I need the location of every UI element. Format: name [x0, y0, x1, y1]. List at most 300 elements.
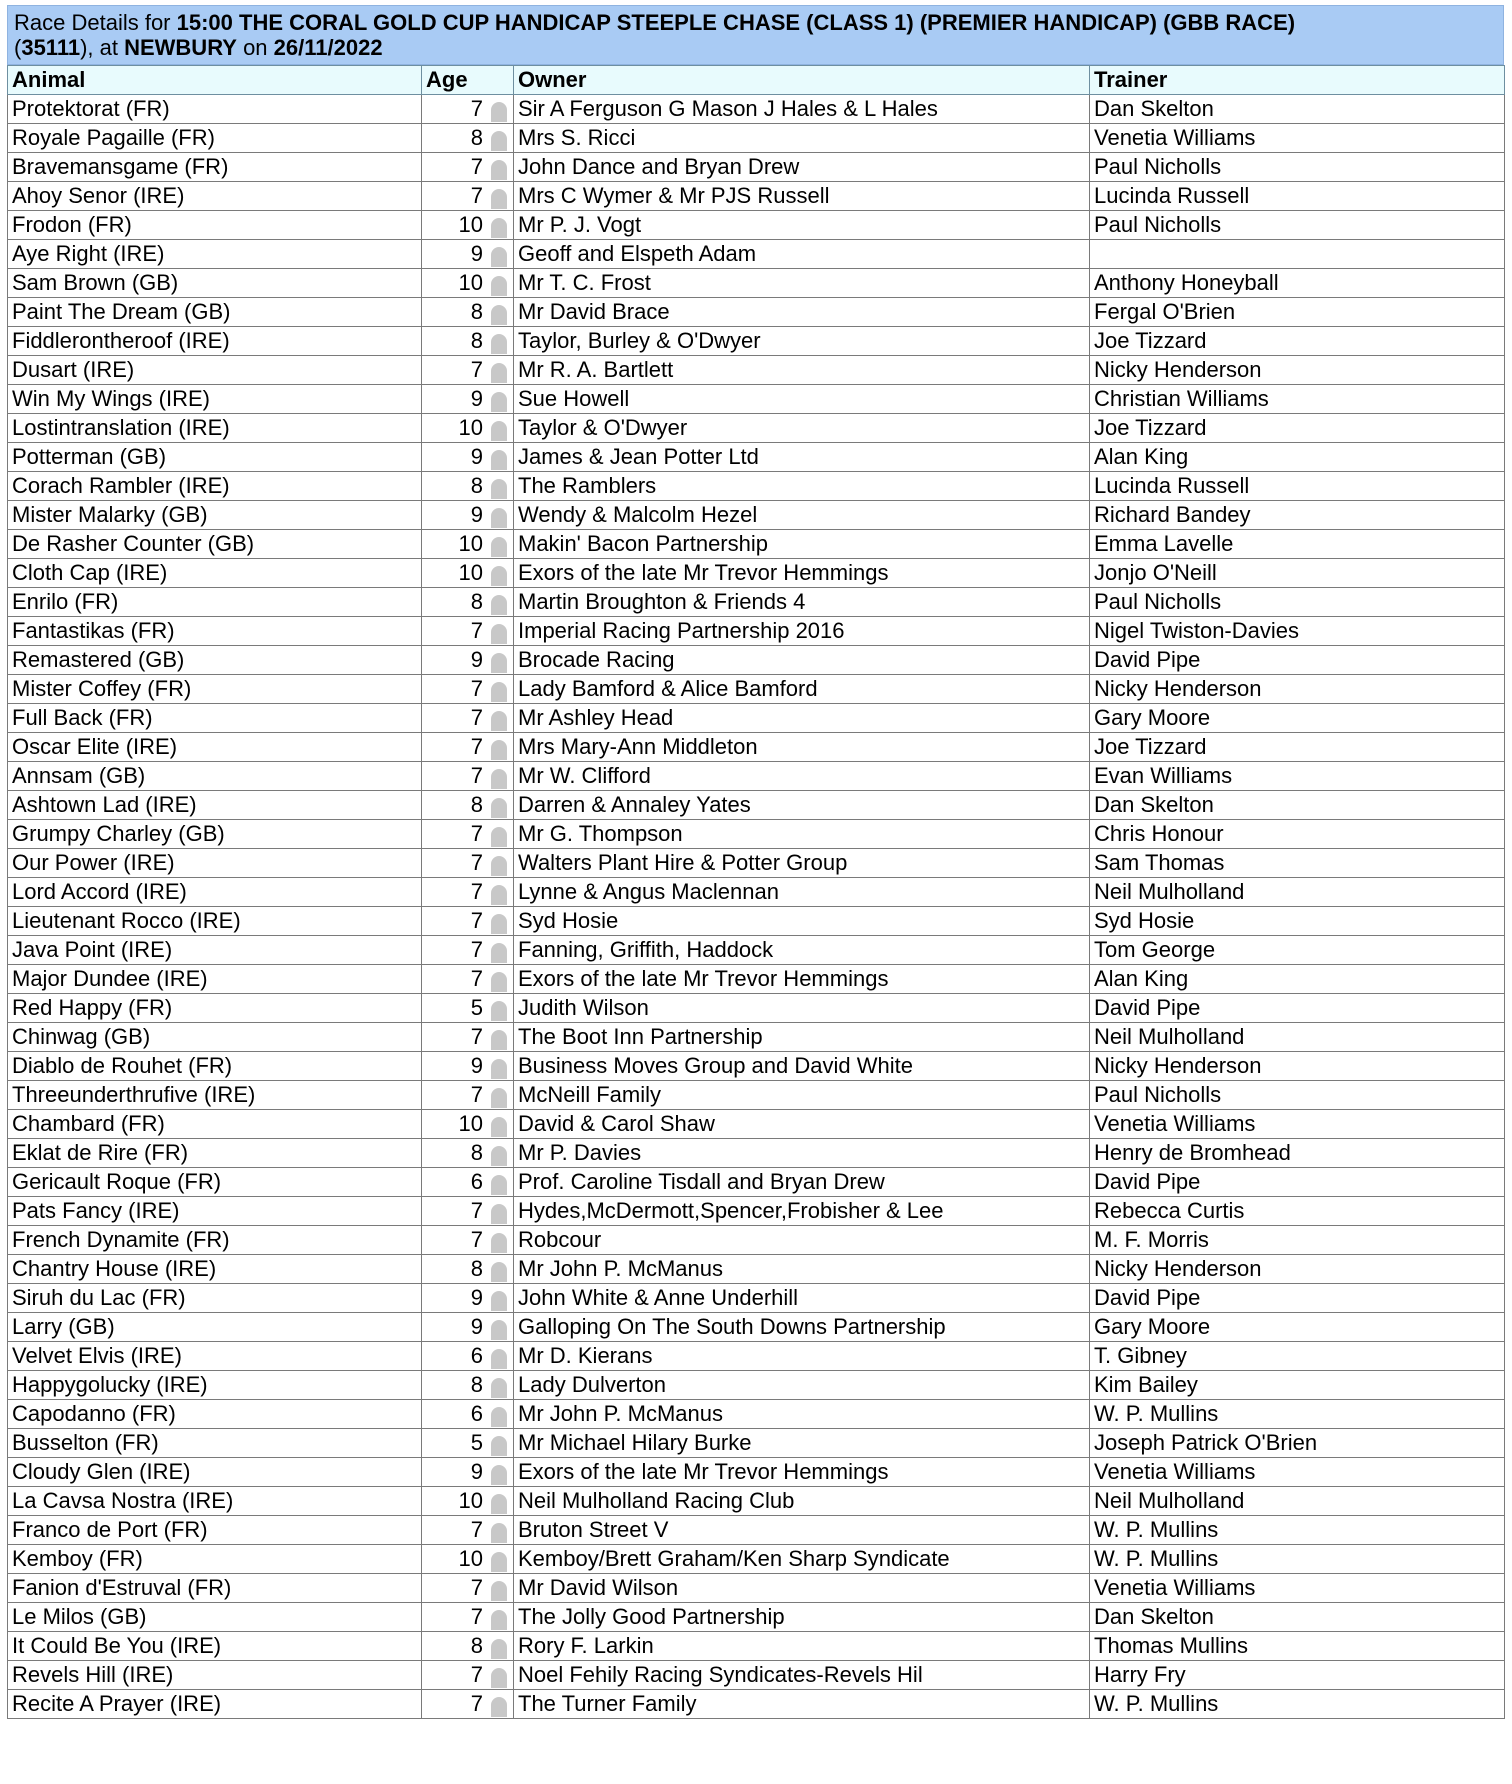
cell-owner: John White & Anne Underhill	[514, 1284, 1090, 1313]
cell-animal[interactable]: Aye Right (IRE)	[8, 240, 422, 269]
table-row	[8, 327, 1505, 356]
cell-age	[422, 1052, 514, 1081]
cell-age	[422, 762, 514, 791]
column-resize-handle-icon[interactable]	[491, 711, 507, 731]
table-row	[8, 269, 1505, 298]
cell-trainer: Fergal O'Brien	[1090, 298, 1505, 327]
cell-owner: Robcour	[514, 1226, 1090, 1255]
table-body	[8, 95, 1505, 1719]
table-row	[8, 472, 1505, 501]
cell-trainer: Gary Moore	[1090, 1313, 1505, 1342]
column-resize-handle-icon[interactable]	[491, 305, 507, 325]
cell-trainer: David Pipe	[1090, 1168, 1505, 1197]
column-resize-handle-icon[interactable]	[491, 1262, 507, 1282]
cell-age	[422, 675, 514, 704]
cell-age	[422, 182, 514, 211]
cell-trainer: W. P. Mullins	[1090, 1400, 1505, 1429]
cell-trainer: Dan Skelton	[1090, 1603, 1505, 1632]
cell-age	[422, 124, 514, 153]
cell-animal[interactable]: Threeunderthrufive (IRE)	[8, 1081, 422, 1110]
age-value: 7	[470, 1227, 483, 1252]
column-resize-handle-icon[interactable]	[491, 1175, 507, 1195]
cell-owner: Mr D. Kierans	[514, 1342, 1090, 1371]
table-row	[8, 211, 1505, 240]
cell-animal[interactable]: Siruh du Lac (FR)	[8, 1284, 422, 1313]
cell-trainer: Kim Bailey	[1090, 1371, 1505, 1400]
column-resize-handle-icon[interactable]	[491, 1291, 507, 1311]
cell-age	[422, 414, 514, 443]
cell-owner: Geoff and Elspeth Adam	[514, 240, 1090, 269]
age-value: 9	[470, 1459, 483, 1484]
column-resize-handle-icon[interactable]	[491, 1697, 507, 1717]
table-row	[8, 414, 1505, 443]
cell-animal[interactable]: Gericault Roque (FR)	[8, 1168, 422, 1197]
cell-trainer: Joe Tizzard	[1090, 327, 1505, 356]
cell-animal[interactable]: Le Milos (GB)	[8, 1603, 422, 1632]
table-row	[8, 385, 1505, 414]
column-resize-handle-icon[interactable]	[491, 421, 507, 441]
cell-animal[interactable]: Grumpy Charley (GB)	[8, 820, 422, 849]
cell-age	[422, 559, 514, 588]
column-resize-handle-icon[interactable]	[491, 1204, 507, 1224]
table-row	[8, 878, 1505, 907]
column-resize-handle-icon[interactable]	[491, 218, 507, 238]
cell-animal[interactable]: Enrilo (FR)	[8, 588, 422, 617]
column-resize-handle-icon[interactable]	[491, 653, 507, 673]
column-resize-handle-icon[interactable]	[491, 624, 507, 644]
cell-animal[interactable]: Revels Hill (IRE)	[8, 1661, 422, 1690]
age-value: 7	[470, 96, 483, 121]
cell-age	[422, 1545, 514, 1574]
cell-owner: Makin' Bacon Partnership	[514, 530, 1090, 559]
table-row	[8, 965, 1505, 994]
column-resize-handle-icon[interactable]	[491, 247, 507, 267]
cell-age	[422, 1284, 514, 1313]
column-resize-handle-icon[interactable]	[491, 1001, 507, 1021]
cell-age	[422, 501, 514, 530]
cell-owner: The Boot Inn Partnership	[514, 1023, 1090, 1052]
cell-age	[422, 1632, 514, 1661]
cell-animal[interactable]: Recite A Prayer (IRE)	[8, 1690, 422, 1719]
table-row	[8, 530, 1505, 559]
table-row	[8, 907, 1505, 936]
cell-animal[interactable]: Chambard (FR)	[8, 1110, 422, 1139]
cell-owner: Mr David Wilson	[514, 1574, 1090, 1603]
cell-animal[interactable]: Remastered (GB)	[8, 646, 422, 675]
age-value: 7	[470, 154, 483, 179]
cell-animal[interactable]: Cloth Cap (IRE)	[8, 559, 422, 588]
age-value: 5	[470, 1430, 483, 1455]
age-value: 8	[470, 1140, 483, 1165]
cell-age	[422, 1458, 514, 1487]
cell-animal[interactable]: Red Happy (FR)	[8, 994, 422, 1023]
cell-animal[interactable]: Lord Accord (IRE)	[8, 878, 422, 907]
cell-animal[interactable]: Royale Pagaille (FR)	[8, 124, 422, 153]
column-resize-handle-icon[interactable]	[491, 189, 507, 209]
column-resize-handle-icon[interactable]	[491, 1639, 507, 1659]
cell-age	[422, 588, 514, 617]
age-value: 8	[470, 473, 483, 498]
cell-age	[422, 1516, 514, 1545]
cell-animal[interactable]: Mister Malarky (GB)	[8, 501, 422, 530]
cell-owner: Mrs Mary-Ann Middleton	[514, 733, 1090, 762]
cell-age	[422, 530, 514, 559]
column-resize-handle-icon[interactable]	[491, 1117, 507, 1137]
cell-trainer: Nicky Henderson	[1090, 356, 1505, 385]
cell-age	[422, 472, 514, 501]
cell-owner: Mr Ashley Head	[514, 704, 1090, 733]
cell-animal[interactable]: Busselton (FR)	[8, 1429, 422, 1458]
cell-owner: Exors of the late Mr Trevor Hemmings	[514, 1458, 1090, 1487]
column-resize-handle-icon[interactable]	[491, 914, 507, 934]
cell-trainer: Paul Nicholls	[1090, 153, 1505, 182]
column-resize-handle-icon[interactable]	[491, 537, 507, 557]
cell-animal[interactable]: It Could Be You (IRE)	[8, 1632, 422, 1661]
cell-animal[interactable]: Potterman (GB)	[8, 443, 422, 472]
cell-trainer: Nicky Henderson	[1090, 1255, 1505, 1284]
age-value: 7	[470, 1517, 483, 1542]
cell-animal[interactable]: Paint The Dream (GB)	[8, 298, 422, 327]
cell-owner: Sue Howell	[514, 385, 1090, 414]
cell-age	[422, 211, 514, 240]
cell-age	[422, 1023, 514, 1052]
cell-owner: Exors of the late Mr Trevor Hemmings	[514, 965, 1090, 994]
column-resize-handle-icon[interactable]	[491, 276, 507, 296]
cell-trainer: Sam Thomas	[1090, 849, 1505, 878]
cell-trainer: Nigel Twiston-Davies	[1090, 617, 1505, 646]
cell-animal[interactable]: Dusart (IRE)	[8, 356, 422, 385]
cell-age	[422, 704, 514, 733]
cell-animal[interactable]: Cloudy Glen (IRE)	[8, 1458, 422, 1487]
cell-trainer: Alan King	[1090, 443, 1505, 472]
column-resize-handle-icon[interactable]	[491, 1030, 507, 1050]
column-resize-handle-icon[interactable]	[491, 943, 507, 963]
cell-owner: The Jolly Good Partnership	[514, 1603, 1090, 1632]
cell-owner: Wendy & Malcolm Hezel	[514, 501, 1090, 530]
cell-animal[interactable]: Larry (GB)	[8, 1313, 422, 1342]
cell-animal[interactable]: French Dynamite (FR)	[8, 1226, 422, 1255]
cell-trainer: T. Gibney	[1090, 1342, 1505, 1371]
column-resize-handle-icon[interactable]	[491, 827, 507, 847]
cell-animal[interactable]: Win My Wings (IRE)	[8, 385, 422, 414]
cell-trainer: Lucinda Russell	[1090, 182, 1505, 211]
caption-prefix: Race Details for	[14, 10, 177, 35]
age-value: 9	[470, 1053, 483, 1078]
age-value: 7	[470, 763, 483, 788]
cell-owner: Mr T. C. Frost	[514, 269, 1090, 298]
column-resize-handle-icon[interactable]	[491, 1320, 507, 1340]
cell-age	[422, 1139, 514, 1168]
cell-animal[interactable]: Chantry House (IRE)	[8, 1255, 422, 1284]
column-resize-handle-icon[interactable]	[491, 1233, 507, 1253]
cell-animal[interactable]: Ahoy Senor (IRE)	[8, 182, 422, 211]
column-resize-handle-icon[interactable]	[491, 1088, 507, 1108]
cell-trainer: Anthony Honeyball	[1090, 269, 1505, 298]
column-resize-handle-icon[interactable]	[491, 566, 507, 586]
cell-age	[422, 153, 514, 182]
column-resize-handle-icon[interactable]	[491, 740, 507, 760]
table-row	[8, 1139, 1505, 1168]
table-row	[8, 1226, 1505, 1255]
cell-animal[interactable]: Fanion d'Estruval (FR)	[8, 1574, 422, 1603]
cell-trainer: Paul Nicholls	[1090, 211, 1505, 240]
column-resize-handle-icon[interactable]	[491, 102, 507, 122]
table-row	[8, 646, 1505, 675]
age-value: 7	[470, 1082, 483, 1107]
table-row	[8, 1255, 1505, 1284]
cell-owner: Mr G. Thompson	[514, 820, 1090, 849]
cell-owner: Mr P. Davies	[514, 1139, 1090, 1168]
cell-trainer: Venetia Williams	[1090, 124, 1505, 153]
caption-open-paren: (	[14, 35, 22, 60]
cell-animal[interactable]: Franco de Port (FR)	[8, 1516, 422, 1545]
column-resize-handle-icon[interactable]	[491, 1059, 507, 1079]
cell-trainer: Harry Fry	[1090, 1661, 1505, 1690]
cell-trainer: Joseph Patrick O'Brien	[1090, 1429, 1505, 1458]
cell-trainer: M. F. Morris	[1090, 1226, 1505, 1255]
age-value: 8	[470, 1633, 483, 1658]
table-row	[8, 124, 1505, 153]
table-row	[8, 1342, 1505, 1371]
table-row	[8, 559, 1505, 588]
cell-age	[422, 965, 514, 994]
age-value: 10	[458, 212, 483, 237]
cell-trainer: Venetia Williams	[1090, 1110, 1505, 1139]
table-row	[8, 153, 1505, 182]
cell-trainer: Neil Mulholland	[1090, 1487, 1505, 1516]
cell-animal[interactable]: Protektorat (FR)	[8, 95, 422, 124]
race-caption	[7, 5, 1504, 65]
cell-trainer: Thomas Mullins	[1090, 1632, 1505, 1661]
cell-owner: Mr P. J. Vogt	[514, 211, 1090, 240]
cell-owner: Bruton Street V	[514, 1516, 1090, 1545]
age-value: 9	[470, 647, 483, 672]
table-row	[8, 617, 1505, 646]
cell-animal[interactable]: De Rasher Counter (GB)	[8, 530, 422, 559]
cell-age	[422, 385, 514, 414]
race-date: 26/11/2022	[273, 35, 383, 60]
table-row	[8, 1632, 1505, 1661]
table-row	[8, 994, 1505, 1023]
cell-animal[interactable]: Capodanno (FR)	[8, 1400, 422, 1429]
column-resize-handle-icon[interactable]	[491, 595, 507, 615]
cell-age	[422, 1371, 514, 1400]
cell-trainer: Paul Nicholls	[1090, 588, 1505, 617]
cell-age	[422, 1342, 514, 1371]
header-age[interactable]: Age	[422, 66, 514, 95]
cell-owner: John Dance and Bryan Drew	[514, 153, 1090, 182]
age-value: 9	[470, 502, 483, 527]
age-value: 8	[470, 1256, 483, 1281]
age-value: 8	[470, 299, 483, 324]
table-row	[8, 1545, 1505, 1574]
age-value: 5	[470, 995, 483, 1020]
column-resize-handle-icon[interactable]	[491, 1349, 507, 1369]
cell-animal[interactable]: Mister Coffey (FR)	[8, 675, 422, 704]
column-resize-handle-icon[interactable]	[491, 1552, 507, 1572]
column-resize-handle-icon[interactable]	[491, 508, 507, 528]
column-resize-handle-icon[interactable]	[491, 1610, 507, 1630]
cell-trainer: Chris Honour	[1090, 820, 1505, 849]
age-value: 7	[470, 821, 483, 846]
cell-owner: Martin Broughton & Friends 4	[514, 588, 1090, 617]
table-row	[8, 1371, 1505, 1400]
cell-age	[422, 1661, 514, 1690]
cell-trainer: Joe Tizzard	[1090, 733, 1505, 762]
cell-animal[interactable]: Diablo de Rouhet (FR)	[8, 1052, 422, 1081]
cell-trainer: Joe Tizzard	[1090, 414, 1505, 443]
cell-owner: The Turner Family	[514, 1690, 1090, 1719]
age-value: 7	[470, 966, 483, 991]
cell-animal[interactable]: Velvet Elvis (IRE)	[8, 1342, 422, 1371]
cell-age	[422, 733, 514, 762]
column-resize-handle-icon[interactable]	[491, 972, 507, 992]
cell-animal[interactable]: Oscar Elite (IRE)	[8, 733, 422, 762]
column-resize-handle-icon[interactable]	[491, 1407, 507, 1427]
table-row	[8, 1168, 1505, 1197]
age-value: 6	[470, 1401, 483, 1426]
cell-trainer: Neil Mulholland	[1090, 1023, 1505, 1052]
cell-age	[422, 1603, 514, 1632]
cell-age	[422, 994, 514, 1023]
age-value: 7	[470, 908, 483, 933]
age-value: 9	[470, 444, 483, 469]
runners-table	[7, 65, 1505, 1719]
age-value: 7	[470, 734, 483, 759]
cell-trainer: Rebecca Curtis	[1090, 1197, 1505, 1226]
column-resize-handle-icon[interactable]	[491, 363, 507, 383]
age-value: 7	[470, 1662, 483, 1687]
cell-owner: Mr John P. McManus	[514, 1255, 1090, 1284]
cell-animal[interactable]: Annsam (GB)	[8, 762, 422, 791]
cell-age	[422, 849, 514, 878]
cell-animal[interactable]: Eklat de Rire (FR)	[8, 1139, 422, 1168]
column-resize-handle-icon[interactable]	[491, 682, 507, 702]
table-row	[8, 443, 1505, 472]
header-owner[interactable]: Owner	[514, 66, 1090, 95]
cell-age	[422, 298, 514, 327]
cell-owner: Fanning, Griffith, Haddock	[514, 936, 1090, 965]
cell-age	[422, 356, 514, 385]
age-value: 7	[470, 357, 483, 382]
column-resize-handle-icon[interactable]	[491, 1494, 507, 1514]
cell-owner: Neil Mulholland Racing Club	[514, 1487, 1090, 1516]
header-animal[interactable]: Animal	[8, 66, 422, 95]
table-row	[8, 1661, 1505, 1690]
column-resize-handle-icon[interactable]	[491, 392, 507, 412]
age-value: 10	[458, 1546, 483, 1571]
race-id: 35111	[21, 35, 81, 60]
age-value: 10	[458, 415, 483, 440]
cell-trainer: Venetia Williams	[1090, 1458, 1505, 1487]
cell-trainer: Paul Nicholls	[1090, 1081, 1505, 1110]
table-row	[8, 182, 1505, 211]
cell-animal[interactable]: Our Power (IRE)	[8, 849, 422, 878]
table-row	[8, 704, 1505, 733]
cell-animal[interactable]: Full Back (FR)	[8, 704, 422, 733]
column-resize-handle-icon[interactable]	[491, 1465, 507, 1485]
cell-owner: Lynne & Angus Maclennan	[514, 878, 1090, 907]
column-resize-handle-icon[interactable]	[491, 1146, 507, 1166]
cell-animal[interactable]: Chinwag (GB)	[8, 1023, 422, 1052]
age-value: 7	[470, 850, 483, 875]
cell-trainer	[1090, 240, 1505, 269]
cell-animal[interactable]: Happygolucky (IRE)	[8, 1371, 422, 1400]
cell-owner: The Ramblers	[514, 472, 1090, 501]
cell-animal[interactable]: Bravemansgame (FR)	[8, 153, 422, 182]
cell-trainer: Tom George	[1090, 936, 1505, 965]
cell-age	[422, 1226, 514, 1255]
cell-owner: Exors of the late Mr Trevor Hemmings	[514, 559, 1090, 588]
cell-animal[interactable]: Corach Rambler (IRE)	[8, 472, 422, 501]
cell-animal[interactable]: Fiddlerontheroof (IRE)	[8, 327, 422, 356]
cell-age	[422, 327, 514, 356]
cell-animal[interactable]: Major Dundee (IRE)	[8, 965, 422, 994]
cell-animal[interactable]: Sam Brown (GB)	[8, 269, 422, 298]
table-row	[8, 95, 1505, 124]
column-resize-handle-icon[interactable]	[491, 1668, 507, 1688]
column-resize-handle-icon[interactable]	[491, 334, 507, 354]
age-value: 7	[470, 183, 483, 208]
age-value: 10	[458, 560, 483, 585]
cell-animal[interactable]: Fantastikas (FR)	[8, 617, 422, 646]
table-row	[8, 1458, 1505, 1487]
column-resize-handle-icon[interactable]	[491, 1436, 507, 1456]
cell-age	[422, 1110, 514, 1139]
age-value: 9	[470, 386, 483, 411]
table-row	[8, 1052, 1505, 1081]
cell-owner: Prof. Caroline Tisdall and Bryan Drew	[514, 1168, 1090, 1197]
column-resize-handle-icon[interactable]	[491, 1581, 507, 1601]
column-resize-handle-icon[interactable]	[491, 798, 507, 818]
cell-animal[interactable]: Lostintranslation (IRE)	[8, 414, 422, 443]
cell-age	[422, 1255, 514, 1284]
cell-trainer: David Pipe	[1090, 994, 1505, 1023]
cell-age	[422, 443, 514, 472]
cell-animal[interactable]: Pats Fancy (IRE)	[8, 1197, 422, 1226]
table-row	[8, 1023, 1505, 1052]
cell-animal[interactable]: Ashtown Lad (IRE)	[8, 791, 422, 820]
cell-age	[422, 1313, 514, 1342]
column-resize-handle-icon[interactable]	[491, 450, 507, 470]
age-value: 7	[470, 937, 483, 962]
column-resize-handle-icon[interactable]	[491, 769, 507, 789]
cell-owner: Sir A Ferguson G Mason J Hales & L Hales	[514, 95, 1090, 124]
cell-animal[interactable]: La Cavsa Nostra (IRE)	[8, 1487, 422, 1516]
table-row	[8, 1516, 1505, 1545]
age-value: 8	[470, 125, 483, 150]
table-row	[8, 675, 1505, 704]
cell-animal[interactable]: Lieutenant Rocco (IRE)	[8, 907, 422, 936]
column-resize-handle-icon[interactable]	[491, 1523, 507, 1543]
cell-animal[interactable]: Kemboy (FR)	[8, 1545, 422, 1574]
column-resize-handle-icon[interactable]	[491, 479, 507, 499]
table-row	[8, 936, 1505, 965]
cell-owner: Lady Bamford & Alice Bamford	[514, 675, 1090, 704]
column-resize-handle-icon[interactable]	[491, 131, 507, 151]
column-resize-handle-icon[interactable]	[491, 1378, 507, 1398]
cell-animal[interactable]: Frodon (FR)	[8, 211, 422, 240]
column-resize-handle-icon[interactable]	[491, 885, 507, 905]
header-trainer[interactable]: Trainer	[1090, 66, 1505, 95]
age-value: 9	[470, 1285, 483, 1310]
column-resize-handle-icon[interactable]	[491, 160, 507, 180]
cell-animal[interactable]: Java Point (IRE)	[8, 936, 422, 965]
cell-owner: Mr W. Clifford	[514, 762, 1090, 791]
column-resize-handle-icon[interactable]	[491, 856, 507, 876]
cell-owner: Darren & Annaley Yates	[514, 791, 1090, 820]
age-value: 8	[470, 328, 483, 353]
